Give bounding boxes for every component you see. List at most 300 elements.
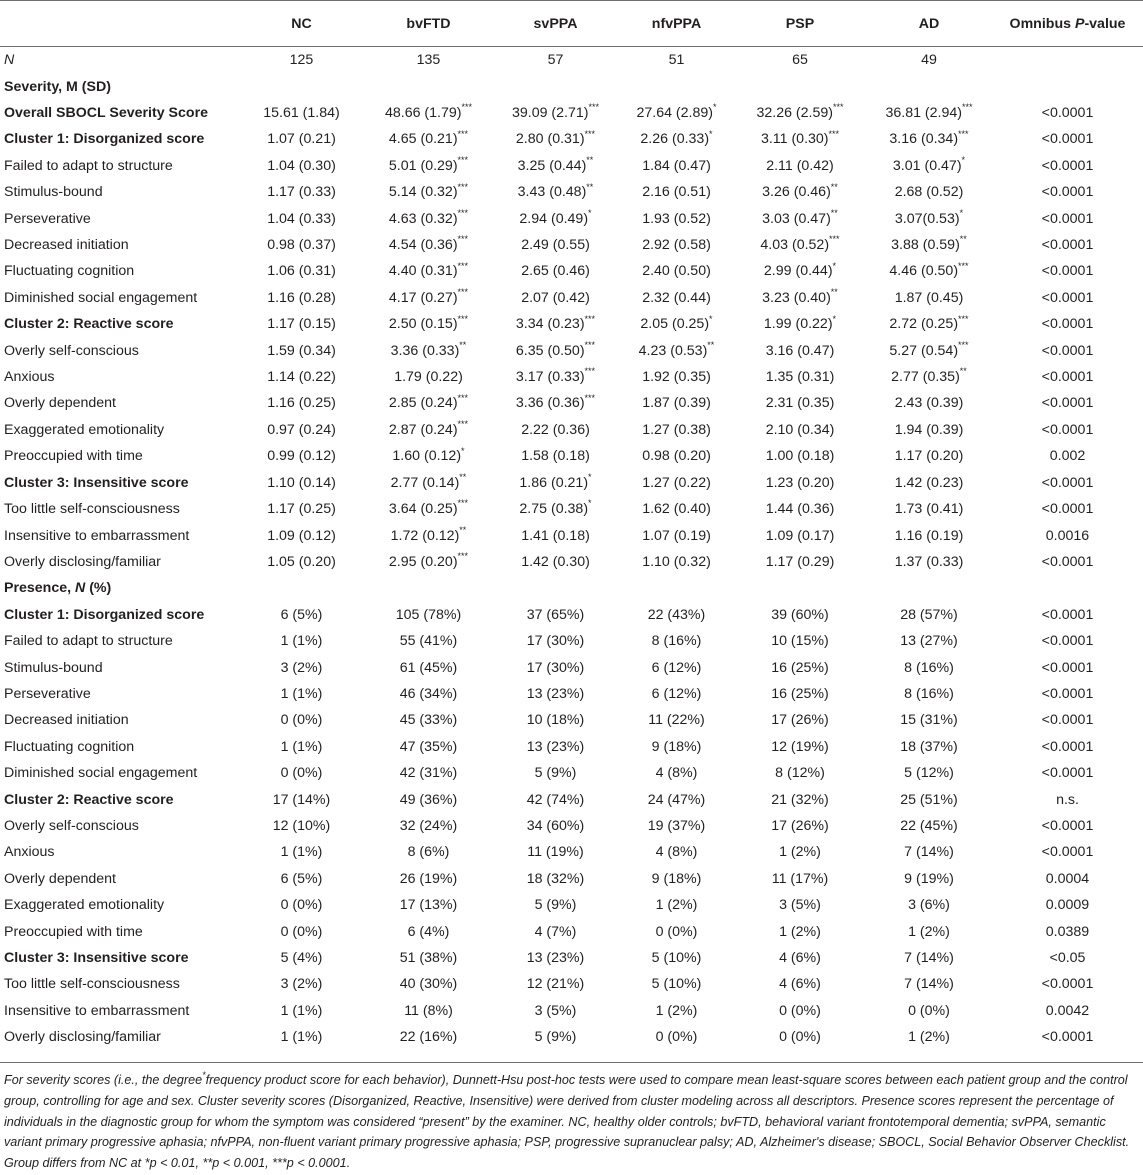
significance-stars: ***	[461, 102, 473, 113]
severity-section-header	[0, 73, 1143, 99]
value-cell: 5 (12%)	[904, 765, 954, 782]
column-header: svPPA	[533, 15, 578, 32]
item-row	[0, 866, 1143, 892]
significance-stars: **	[959, 366, 967, 377]
value-cell	[238, 337, 365, 363]
severity-title: Severity, M (SD)	[4, 78, 111, 95]
value-cell	[734, 258, 866, 284]
value-number: 3.01 (0.47)	[892, 157, 962, 174]
cluster-row	[0, 311, 1143, 337]
item-row	[0, 337, 1143, 363]
significance-stars: ***	[457, 155, 469, 166]
value-cell	[365, 153, 492, 179]
value-cell	[734, 285, 866, 311]
value-cell	[492, 337, 619, 363]
row-label: Too little self-consciousness	[4, 501, 180, 518]
item-row	[0, 179, 1143, 205]
table-bottom-rule	[0, 1062, 1143, 1063]
n-value: 57	[547, 52, 564, 69]
value-number: 1.62 (0.40)	[642, 501, 711, 518]
value-cell: 0 (0%)	[280, 712, 323, 729]
value-cell	[365, 311, 492, 337]
value-cell	[866, 522, 992, 548]
value-cell	[238, 100, 365, 126]
row-label: Cluster 2: Reactive score	[4, 791, 174, 808]
value-cell	[492, 417, 619, 443]
item-row	[0, 760, 1143, 786]
value-cell: 0 (0%)	[280, 923, 323, 940]
value-cell	[734, 549, 866, 575]
value-cell	[619, 126, 734, 152]
value-number: 2.10 (0.34)	[765, 421, 835, 438]
omnibus-p-italic: P	[1074, 15, 1085, 32]
value-cell: 1 (1%)	[280, 1029, 323, 1046]
value-cell: 18 (32%)	[526, 870, 585, 887]
value-cell: 1 (1%)	[280, 844, 323, 861]
omnibus-cell: 0.0016	[1045, 527, 1090, 544]
value-cell	[866, 470, 992, 496]
row-label: Too little self-consciousness	[4, 976, 180, 993]
value-number: 1.17 (0.29)	[765, 553, 835, 570]
item-row	[0, 971, 1143, 997]
significance-stars: ***	[588, 102, 600, 113]
value-cell	[619, 470, 734, 496]
omnibus-cell: <0.0001	[1041, 633, 1094, 650]
value-number: 6.35 (0.50)	[515, 342, 585, 359]
significance-stars: **	[459, 471, 467, 482]
value-number: 1.79 (0.22)	[394, 369, 463, 386]
value-number: 2.26 (0.33)	[640, 131, 710, 148]
significance-stars: ***	[958, 260, 969, 271]
value-number: 3.26 (0.46)	[762, 184, 831, 201]
significance-stars: ***	[833, 102, 844, 113]
value-cell: 4 (6%)	[779, 950, 821, 967]
value-cell	[365, 364, 492, 390]
item-row	[0, 364, 1143, 390]
omnibus-cell: <0.0001	[1041, 712, 1094, 729]
row-label: Overly self-conscious	[4, 817, 139, 834]
value-cell: 8 (16%)	[904, 685, 954, 702]
significance-stars: ***	[457, 498, 469, 509]
value-cell: 8 (16%)	[904, 659, 954, 676]
value-number: 1.99 (0.22)	[763, 316, 833, 333]
row-label: Cluster 3: Insensitive score	[4, 474, 189, 491]
value-cell: 4 (8%)	[655, 844, 698, 861]
significance-stars: *	[959, 207, 964, 218]
value-number: 2.92 (0.58)	[642, 237, 711, 254]
row-label: Stimulus-bound	[4, 659, 103, 676]
value-cell: 1 (1%)	[280, 1002, 323, 1019]
value-cell: 5 (10%)	[651, 976, 702, 993]
omnibus-cell: <0.0001	[1041, 369, 1094, 386]
value-number: 1.05 (0.20)	[267, 553, 336, 570]
cluster-row	[0, 100, 1143, 126]
significance-stars: **	[959, 234, 967, 245]
row-label: Stimulus-bound	[4, 184, 103, 201]
value-cell: 49 (36%)	[399, 791, 458, 808]
value-cell	[619, 285, 734, 311]
value-number: 0.98 (0.20)	[642, 448, 711, 465]
value-number: 3.03 (0.47)	[762, 210, 831, 227]
value-cell: 4 (6%)	[779, 976, 821, 993]
row-label: Exaggerated emotionality	[4, 421, 165, 438]
item-row	[0, 443, 1143, 469]
value-number: 1.93 (0.52)	[642, 210, 711, 227]
row-label: Diminished social engagement	[4, 289, 198, 306]
significance-stars: ***	[962, 102, 973, 113]
value-cell	[866, 232, 992, 258]
value-cell: 8 (16%)	[651, 633, 702, 650]
omnibus-cell: <0.0001	[1041, 395, 1094, 412]
value-cell: 1 (2%)	[908, 1029, 950, 1046]
value-cell: 42 (31%)	[399, 765, 458, 782]
value-cell: 34 (60%)	[526, 817, 585, 834]
value-cell	[365, 205, 492, 231]
item-row	[0, 258, 1143, 284]
omnibus-cell: <0.0001	[1041, 184, 1094, 201]
value-number: 1.42 (0.30)	[521, 553, 590, 570]
value-cell: 24 (47%)	[647, 791, 706, 808]
value-number: 4.03 (0.52)	[760, 237, 830, 254]
value-cell	[619, 258, 734, 284]
value-cell: 40 (30%)	[399, 976, 458, 993]
value-cell: 15 (31%)	[900, 712, 958, 729]
value-number: 1.73 (0.41)	[894, 501, 964, 518]
value-cell	[619, 337, 734, 363]
value-cell: 5 (4%)	[280, 950, 323, 967]
value-cell	[734, 390, 866, 416]
value-number: 2.11 (0.42)	[766, 157, 834, 174]
value-number: 1.27 (0.38)	[642, 421, 711, 438]
value-number: 32.26 (2.59)	[756, 105, 833, 122]
value-cell	[365, 496, 492, 522]
value-number: 0.99 (0.12)	[267, 448, 336, 465]
value-cell	[238, 470, 365, 496]
value-number: 3.25 (0.44)	[517, 157, 587, 174]
row-label: Cluster 1: Disorganized score	[4, 606, 205, 623]
omnibus-cell: <0.0001	[1041, 210, 1094, 227]
row-label: Preoccupied with time	[4, 923, 143, 940]
value-cell	[866, 390, 992, 416]
value-number: 5.14 (0.32)	[388, 184, 458, 201]
value-cell: 3 (5%)	[779, 897, 821, 914]
value-cell	[619, 153, 734, 179]
value-cell: 11 (8%)	[404, 1002, 453, 1019]
value-cell	[365, 337, 492, 363]
value-cell: 1 (2%)	[779, 844, 821, 861]
row-label: Overly disclosing/familiar	[4, 1029, 161, 1046]
value-number: 1.04 (0.30)	[267, 157, 336, 174]
value-cell	[866, 549, 992, 575]
value-cell: 1 (2%)	[655, 1002, 698, 1019]
value-cell: 6 (4%)	[407, 923, 450, 940]
value-cell	[734, 126, 866, 152]
significance-stars: **	[586, 181, 594, 192]
value-number: 3.17 (0.33)	[515, 369, 585, 386]
value-number: 1.09 (0.12)	[267, 527, 336, 544]
value-number: 1.27 (0.22)	[642, 474, 711, 491]
value-number: 2.80 (0.31)	[515, 131, 585, 148]
value-cell	[866, 285, 992, 311]
value-number: 1.94 (0.39)	[894, 421, 964, 438]
value-cell: 25 (51%)	[900, 791, 958, 808]
row-label: Failed to adapt to structure	[4, 157, 173, 174]
value-cell: 19 (37%)	[647, 817, 706, 834]
item-row	[0, 839, 1143, 865]
value-number: 2.22 (0.36)	[521, 421, 590, 438]
value-cell	[866, 337, 992, 363]
value-cell: 10 (15%)	[771, 633, 829, 650]
value-cell: 6 (12%)	[651, 659, 702, 676]
item-row	[0, 205, 1143, 231]
presence-section-header	[0, 575, 1143, 601]
value-cell	[238, 205, 365, 231]
value-number: 1.07 (0.19)	[642, 527, 711, 544]
omnibus-cell: 0.0009	[1045, 897, 1090, 914]
value-cell	[619, 100, 734, 126]
value-cell: 12 (10%)	[272, 817, 331, 834]
cluster-row	[0, 470, 1143, 496]
value-cell: 0 (0%)	[908, 1002, 950, 1019]
value-cell	[734, 496, 866, 522]
value-cell	[365, 100, 492, 126]
value-number: 5.27 (0.54)	[889, 342, 959, 359]
value-number: 2.50 (0.15)	[388, 316, 458, 333]
value-number: 15.61 (1.84)	[263, 105, 340, 122]
value-number: 3.36 (0.33)	[390, 342, 460, 359]
value-number: 2.31 (0.35)	[765, 395, 835, 412]
value-cell	[492, 285, 619, 311]
significance-stars: ***	[457, 287, 469, 298]
value-number: 2.68 (0.52)	[894, 184, 964, 201]
value-number: 1.09 (0.17)	[765, 527, 835, 544]
value-cell: 17 (26%)	[771, 712, 829, 729]
value-number: 1.07 (0.21)	[267, 131, 336, 148]
value-cell	[866, 443, 992, 469]
item-row	[0, 813, 1143, 839]
row-label: Exaggerated emotionality	[4, 897, 165, 914]
value-cell	[866, 496, 992, 522]
value-cell: 3 (2%)	[280, 976, 323, 993]
value-cell: 22 (43%)	[647, 606, 706, 623]
row-label: Fluctuating cognition	[4, 738, 135, 755]
value-number: 2.40 (0.50)	[642, 263, 711, 280]
value-cell: 4 (8%)	[655, 765, 698, 782]
value-cell: 55 (41%)	[399, 633, 458, 650]
value-cell	[734, 443, 866, 469]
value-cell	[492, 205, 619, 231]
value-number: 4.23 (0.53)	[638, 342, 708, 359]
value-number: 1.16 (0.28)	[267, 289, 336, 306]
value-cell: 7 (14%)	[904, 844, 954, 861]
value-cell	[492, 390, 619, 416]
value-number: 1.92 (0.35)	[642, 369, 711, 386]
value-number: 1.87 (0.45)	[894, 289, 964, 306]
omnibus-cell: <0.05	[1049, 950, 1086, 967]
value-cell	[238, 549, 365, 575]
value-cell: 0 (0%)	[779, 1029, 821, 1046]
omnibus-cell: <0.0001	[1041, 157, 1094, 174]
value-cell: 17 (26%)	[771, 817, 829, 834]
omnibus-cell: <0.0001	[1041, 474, 1094, 491]
value-cell: 13 (27%)	[900, 633, 958, 650]
value-cell	[365, 179, 492, 205]
n-row	[0, 47, 1143, 73]
value-number: 1.10 (0.32)	[642, 553, 711, 570]
value-number: 2.72 (0.25)	[889, 316, 959, 333]
value-cell	[238, 496, 365, 522]
omnibus-cell: <0.0001	[1041, 342, 1094, 359]
item-row	[0, 522, 1143, 548]
value-number: 2.77 (0.35)	[891, 369, 960, 386]
n-value: 125	[289, 52, 314, 69]
value-number: 1.16 (0.19)	[894, 527, 964, 544]
value-cell: 51 (38%)	[399, 950, 458, 967]
value-number: 4.17 (0.27)	[388, 289, 458, 306]
significance-stars: *	[709, 313, 713, 324]
value-cell	[866, 153, 992, 179]
row-label: Cluster 1: Disorganized score	[4, 131, 205, 148]
omnibus-cell: <0.0001	[1041, 237, 1094, 254]
omnibus-suffix: -value	[1084, 15, 1126, 32]
n-value: 65	[792, 52, 808, 69]
value-cell	[734, 417, 866, 443]
value-cell: 6 (5%)	[280, 606, 323, 623]
value-cell	[734, 232, 866, 258]
value-number: 1.04 (0.33)	[267, 210, 336, 227]
value-number: 2.49 (0.55)	[521, 237, 590, 254]
value-number: 1.60 (0.12)	[392, 448, 462, 465]
value-number: 4.65 (0.21)	[388, 131, 458, 148]
value-number: 1.17 (0.15)	[267, 316, 336, 333]
value-cell	[365, 258, 492, 284]
value-number: 0.97 (0.24)	[267, 421, 336, 438]
omnibus-cell: <0.0001	[1041, 131, 1094, 148]
value-number: 1.23 (0.20)	[765, 474, 835, 491]
omnibus-cell: <0.0001	[1041, 765, 1094, 782]
value-cell	[866, 311, 992, 337]
item-row	[0, 998, 1143, 1024]
footnote-part1: For severity scores (i.e., the degree	[4, 1073, 203, 1087]
value-cell: 9 (18%)	[651, 870, 702, 887]
value-number: 1.42 (0.23)	[894, 474, 964, 491]
value-cell: 12 (19%)	[771, 738, 829, 755]
row-label: Overly disclosing/familiar	[4, 553, 161, 570]
significance-stars: ***	[457, 234, 469, 245]
value-cell	[734, 205, 866, 231]
significance-stars: *	[709, 128, 713, 139]
value-cell	[734, 100, 866, 126]
significance-stars: **	[830, 207, 838, 218]
value-number: 2.32 (0.44)	[642, 289, 711, 306]
value-cell: 17 (13%)	[399, 897, 458, 914]
n-value: 135	[416, 52, 441, 69]
value-cell: 11 (22%)	[648, 712, 705, 729]
value-cell	[365, 285, 492, 311]
row-label: Preoccupied with time	[4, 448, 143, 465]
column-header: nfvPPA	[651, 15, 702, 32]
value-cell: 7 (14%)	[904, 950, 954, 967]
n-value: 51	[668, 52, 685, 69]
value-cell	[492, 364, 619, 390]
significance-stars: ***	[457, 392, 469, 403]
cluster-row	[0, 945, 1143, 971]
value-cell: 26 (19%)	[399, 870, 458, 887]
value-number: 1.00 (0.18)	[765, 448, 835, 465]
row-label: Insensitive to embarrassment	[4, 527, 190, 544]
value-cell	[619, 496, 734, 522]
value-cell	[492, 232, 619, 258]
value-number: 2.87 (0.24)	[388, 421, 458, 438]
value-cell: 0 (0%)	[655, 923, 698, 940]
value-cell	[866, 258, 992, 284]
value-cell	[734, 179, 866, 205]
value-cell	[492, 443, 619, 469]
value-cell: 1 (1%)	[280, 633, 323, 650]
value-cell	[866, 100, 992, 126]
value-number: 2.07 (0.42)	[521, 289, 590, 306]
value-cell: 1 (2%)	[779, 923, 821, 940]
value-cell: 39 (60%)	[771, 606, 829, 623]
value-cell	[238, 311, 365, 337]
column-header: PSP	[785, 15, 815, 32]
value-cell: 0 (0%)	[280, 765, 323, 782]
value-number: 1.17 (0.20)	[894, 448, 964, 465]
value-number: 3.11 (0.30)	[760, 131, 829, 148]
value-cell: 18 (37%)	[900, 738, 958, 755]
significance-stars: **	[830, 287, 838, 298]
item-row	[0, 628, 1143, 654]
value-number: 1.72 (0.12)	[390, 527, 460, 544]
row-label: Diminished social engagement	[4, 765, 198, 782]
value-cell: 47 (35%)	[399, 738, 458, 755]
value-number: 48.66 (1.79)	[384, 105, 462, 122]
value-cell: 17 (30%)	[526, 633, 585, 650]
value-cell: 46 (34%)	[399, 685, 458, 702]
value-cell	[238, 153, 365, 179]
value-cell	[866, 364, 992, 390]
value-number: 1.17 (0.33)	[267, 184, 336, 201]
value-number: 0.98 (0.37)	[267, 237, 336, 254]
row-label: Decreased initiation	[4, 712, 129, 729]
value-cell	[619, 549, 734, 575]
value-cell: 3 (2%)	[280, 659, 323, 676]
value-number: 1.86 (0.21)	[519, 474, 589, 491]
omnibus-prefix: Omnibus	[1009, 15, 1075, 32]
value-cell: 6 (5%)	[280, 870, 323, 887]
value-cell	[492, 496, 619, 522]
item-row	[0, 153, 1143, 179]
value-cell: 9 (19%)	[904, 870, 954, 887]
omnibus-cell: 0.0004	[1045, 870, 1090, 887]
value-number: 1.10 (0.14)	[267, 474, 336, 491]
value-cell	[619, 364, 734, 390]
row-label: Failed to adapt to structure	[4, 633, 173, 650]
value-cell	[365, 443, 492, 469]
value-cell	[734, 311, 866, 337]
value-cell: 8 (12%)	[775, 765, 825, 782]
value-cell: 61 (45%)	[399, 659, 458, 676]
row-label: Cluster 2: Reactive score	[4, 316, 174, 333]
value-cell	[238, 364, 365, 390]
value-number: 1.17 (0.25)	[267, 501, 336, 518]
value-cell	[619, 179, 734, 205]
value-cell	[238, 285, 365, 311]
value-cell: 11 (19%)	[527, 844, 584, 861]
value-number: 39.09 (2.71)	[511, 105, 589, 122]
row-label: Insensitive to embarrassment	[4, 1002, 190, 1019]
significance-stars: ***	[457, 207, 469, 218]
